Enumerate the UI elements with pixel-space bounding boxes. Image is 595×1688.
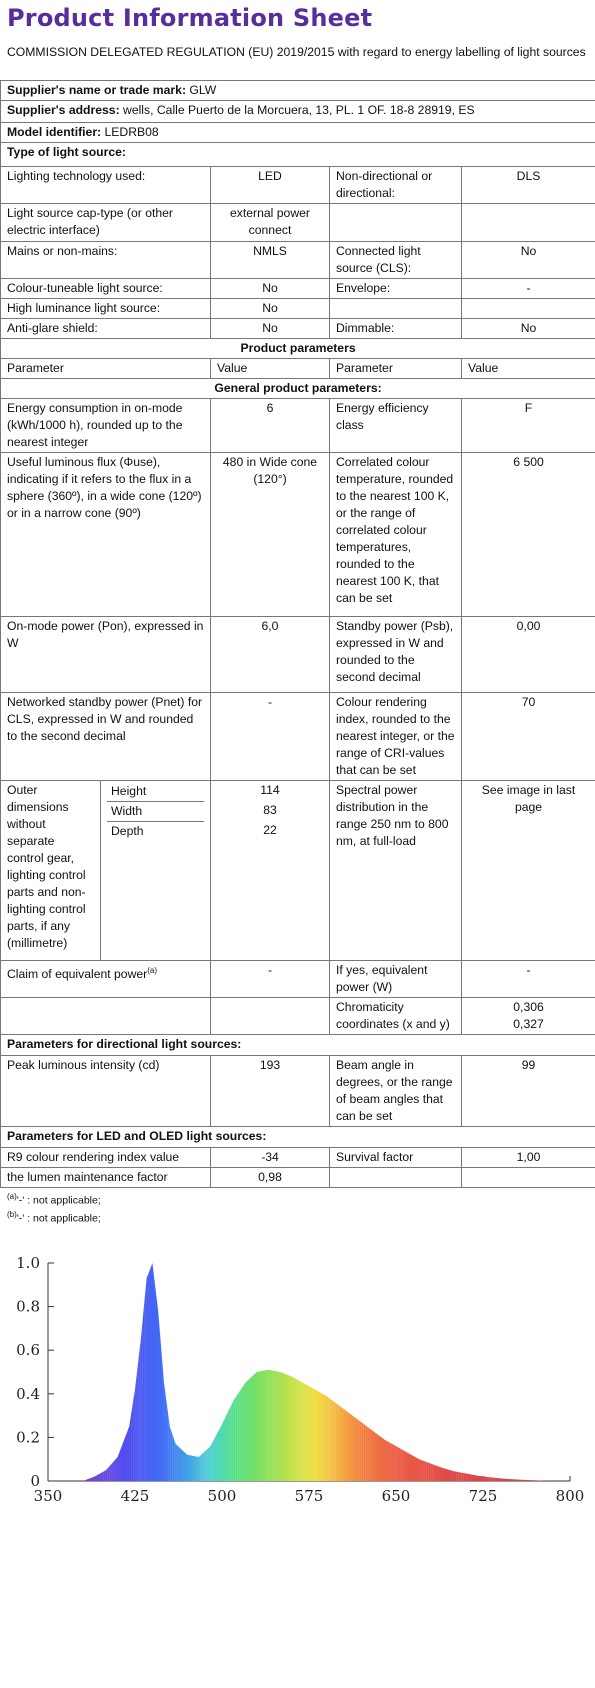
param-value: -: [211, 961, 330, 998]
param-label: Energy consumption in on-mode (kWh/1000 h), rounded up to the nearest integer: [1, 399, 211, 453]
x-tick-label: 800: [556, 1487, 585, 1505]
dimension-height-label: Height: [107, 782, 204, 802]
param-label: Anti-glare shield:: [1, 319, 211, 339]
col-header-parameter: Parameter: [330, 359, 462, 379]
page-title: Product Information Sheet: [7, 4, 595, 36]
param-value: No: [211, 299, 330, 319]
param-label: If yes, equivalent power (W): [330, 961, 462, 998]
x-tick-label: 425: [121, 1487, 150, 1505]
footnotes: [7, 1190, 595, 1225]
param-value: [462, 299, 595, 319]
supplier-name-value: GLW: [189, 83, 216, 97]
empty-cell: [211, 998, 330, 1035]
param-label: [330, 204, 462, 242]
dimension-depth-value: 22: [211, 821, 329, 841]
param-value: DLS: [462, 167, 595, 204]
param-value: [462, 998, 595, 1035]
param-label: Dimmable:: [330, 319, 462, 339]
dimension-height-value: 114: [211, 781, 329, 801]
col-header-value: Value: [211, 359, 330, 379]
param-value: external power connect: [211, 204, 330, 242]
param-label: [330, 1168, 462, 1188]
param-label: [1, 961, 211, 998]
param-value: [462, 1168, 595, 1188]
footnote-text: '-' : not applicable;: [17, 1195, 101, 1207]
param-label: Lighting technology used:: [1, 167, 211, 204]
y-tick-label: 0.8: [16, 1298, 40, 1316]
footnote: [7, 1190, 595, 1208]
led-header: Parameters for LED and OLED light sources:: [1, 1127, 595, 1148]
footnote-marker: (a): [147, 966, 157, 975]
equiv-power-label: Claim of equivalent power: [7, 967, 147, 981]
param-label: [330, 299, 462, 319]
param-label: Non-directional or directional:: [330, 167, 462, 204]
param-value: No: [462, 242, 595, 279]
spectral-chart-svg: [0, 1249, 595, 1511]
param-value: No: [211, 279, 330, 299]
param-value: [462, 204, 595, 242]
dimension-width-label: Width: [107, 802, 204, 822]
param-label: Networked standby power (Pnet) for CLS, expressed in W and rounded to the second decimal: [1, 693, 211, 781]
param-label: On-mode power (Pon), expressed in W: [1, 617, 211, 693]
param-value: -34: [211, 1148, 330, 1168]
x-tick-label: 725: [469, 1487, 498, 1505]
param-label: Survival factor: [330, 1148, 462, 1168]
directional-header: Parameters for directional light sources:: [1, 1035, 595, 1056]
supplier-name-row: [1, 81, 595, 101]
supplier-address-label: Supplier's address:: [7, 103, 120, 117]
param-value: 193: [211, 1056, 330, 1127]
param-label: Mains or non-mains:: [1, 242, 211, 279]
param-label: the lumen maintenance factor: [1, 1168, 211, 1188]
param-value: 6: [211, 399, 330, 453]
dimension-names: [101, 781, 211, 961]
y-tick-label: 0.2: [16, 1428, 40, 1446]
param-value: -: [462, 961, 595, 998]
dimension-depth-label: Depth: [107, 822, 204, 842]
param-label: Useful luminous flux (Φuse), indicating if it refers to the flux in a sphere (360º), in a wide cone (120º) or in a narrow cone (90º): [1, 453, 211, 617]
model-row: [1, 123, 595, 143]
param-label: Colour rendering index, rounded to the nearest integer, or the range of CRI-values that can be set: [330, 693, 462, 781]
param-value: -: [462, 279, 595, 299]
x-tick-label: 350: [34, 1487, 63, 1505]
param-label: Light source cap-type (or other electric interface): [1, 204, 211, 242]
param-value: 0,00: [462, 617, 595, 693]
param-value: No: [462, 319, 595, 339]
param-value: F: [462, 399, 595, 453]
footnote: [7, 1208, 595, 1226]
dimensions-label: Outer dimensions without separate control gear, lighting control parts and non-lighting control parts, if any (millimetre): [1, 781, 101, 961]
param-value: -: [211, 693, 330, 781]
param-value: 99: [462, 1056, 595, 1127]
col-header-value: Value: [462, 359, 595, 379]
y-tick-label: 0: [30, 1472, 40, 1490]
empty-cell: [1, 998, 211, 1035]
param-value: 1,00: [462, 1148, 595, 1168]
param-label: Energy efficiency class: [330, 399, 462, 453]
param-value: 6 500: [462, 453, 595, 617]
param-label: Spectral power distribution in the range 250 nm to 800 nm, at full-load: [330, 781, 462, 961]
chromaticity-y: 0,327: [468, 1016, 589, 1033]
regulation-text: COMMISSION DELEGATED REGULATION (EU) 2019/2015 with regard to energy labelling of light sources: [7, 44, 588, 80]
param-value: 480 in Wide cone (120°): [211, 453, 330, 617]
param-value: 6,0: [211, 617, 330, 693]
x-tick-label: 575: [295, 1487, 324, 1505]
spectral-chart: [0, 1249, 595, 1511]
footnote-text: '-' : not applicable;: [17, 1212, 101, 1224]
supplier-name-label: Supplier's name or trade mark:: [7, 83, 186, 97]
param-label: R9 colour rendering index value: [1, 1148, 211, 1168]
param-label: High luminance light source:: [1, 299, 211, 319]
param-value: 0,98: [211, 1168, 330, 1188]
param-label: Envelope:: [330, 279, 462, 299]
dimension-values: [211, 781, 330, 961]
param-label: Correlated colour temperature, rounded to the nearest 100 K, or the range of correlated colour temperatures, rounded to the nearest 100 K, that can be set: [330, 453, 462, 617]
param-label: Chromaticity coordinates (x and y): [330, 998, 462, 1035]
param-label: Connected light source (CLS):: [330, 242, 462, 279]
param-value: No: [211, 319, 330, 339]
x-tick-label: 500: [208, 1487, 237, 1505]
supplier-address-row: [1, 101, 595, 123]
param-label: Colour-tuneable light source:: [1, 279, 211, 299]
param-value: See image in last page: [462, 781, 595, 961]
chart-plot: [83, 1263, 547, 1481]
chromaticity-x: 0,306: [468, 999, 589, 1016]
col-header-parameter: Parameter: [1, 359, 211, 379]
spectrum-area: [83, 1263, 547, 1481]
param-value: 70: [462, 693, 595, 781]
general-parameters-header: General product parameters:: [1, 379, 595, 399]
supplier-address-value: wells, Calle Puerto de la Morcuera, 13, PL. 1 OF. 18-8 28919, ES: [123, 103, 475, 117]
param-label: Peak luminous intensity (cd): [1, 1056, 211, 1127]
y-tick-label: 0.6: [16, 1341, 40, 1359]
model-label: Model identifier:: [7, 125, 101, 139]
model-value: LEDRB08: [105, 125, 159, 139]
param-label: Beam angle in degrees, or the range of beam angles that can be set: [330, 1056, 462, 1127]
footnote-marker: (b): [7, 1210, 17, 1219]
dimension-width-value: 83: [211, 801, 329, 821]
y-tick-label: 1.0: [16, 1254, 40, 1272]
footnote-marker: (a): [7, 1192, 17, 1201]
param-label: Standby power (Psb), expressed in W and rounded to the second decimal: [330, 617, 462, 693]
type-header: Type of light source:: [1, 143, 595, 167]
param-value: LED: [211, 167, 330, 204]
x-tick-label: 650: [382, 1487, 411, 1505]
product-info-table: [0, 80, 595, 1188]
param-value: NMLS: [211, 242, 330, 279]
product-parameters-header: Product parameters: [1, 339, 595, 359]
y-tick-label: 0.4: [16, 1385, 40, 1403]
